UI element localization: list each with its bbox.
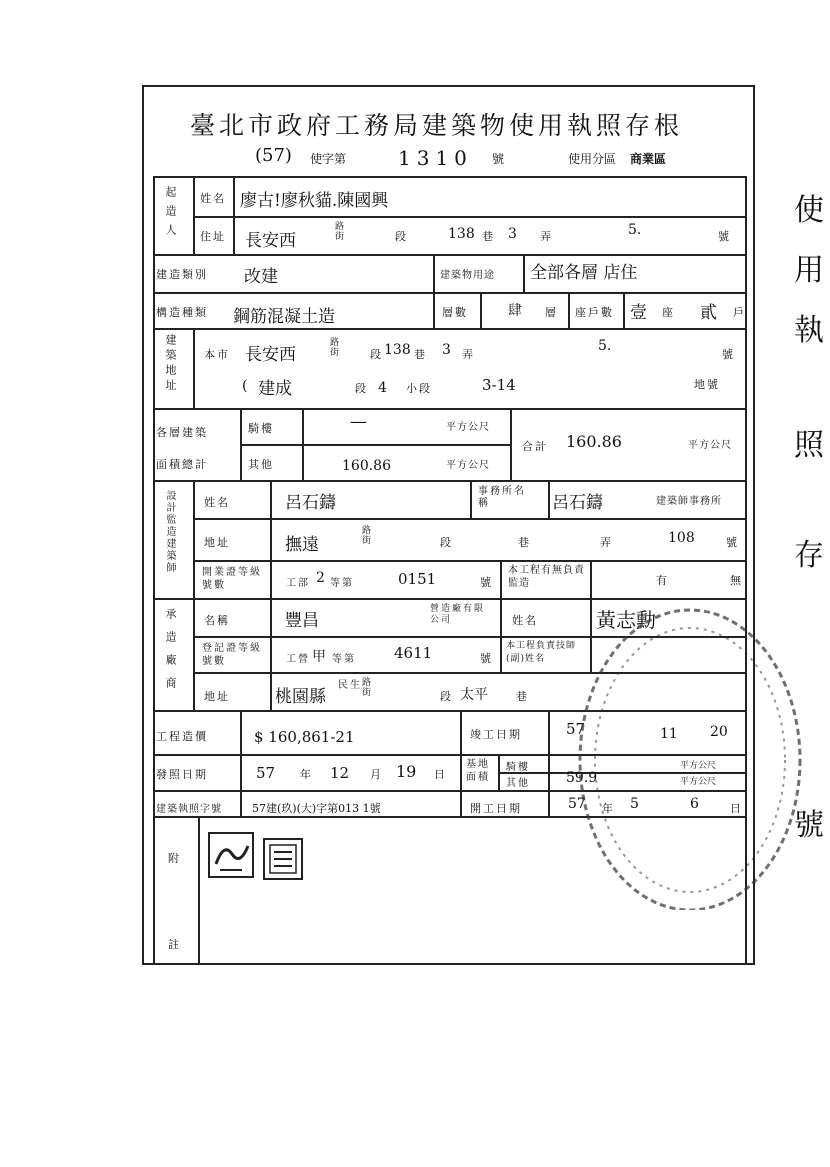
designer-label: 設計監造建築師 <box>164 490 175 574</box>
designer-number-unit: 號 <box>726 536 739 549</box>
units-seats: 壹 <box>630 303 647 323</box>
complete-day: 20 <box>710 724 728 740</box>
year-number: (57) <box>255 145 292 166</box>
designer-addr-label: 地址 <box>204 536 230 549</box>
other-value: 160.86 <box>342 458 391 474</box>
start-label: 開工日期 <box>470 802 522 815</box>
contractor-label: 承造廠商 <box>164 608 177 700</box>
base-arcade-unit: 平方公尺 <box>680 761 717 771</box>
applicant-road: 長安西 <box>245 231 296 251</box>
complete-year: 57 <box>566 720 586 738</box>
cost-label: 工程造價 <box>156 730 208 743</box>
license-suffix: 號 <box>480 576 493 589</box>
complete-label: 竣工日期 <box>470 728 522 741</box>
applicant-lane: 138 <box>448 226 475 242</box>
start-month: 5 <box>630 796 639 812</box>
issue-month: 12 <box>330 764 350 782</box>
license-mid: 等第 <box>330 578 354 589</box>
lot-unit: 地號 <box>694 378 720 391</box>
supervise-other: 無 <box>730 574 743 587</box>
site-label: 建築地址 <box>164 334 177 394</box>
building-type-value: 改建 <box>244 267 278 287</box>
contractor-addr-label: 地址 <box>204 690 230 703</box>
site-road-unit: 路街 <box>330 338 342 358</box>
rep-label: 姓名 <box>512 614 538 627</box>
site-section-no: 4 <box>378 380 387 396</box>
margin-stamp-char: 照 <box>794 428 824 463</box>
designer-alley-unit: 弄 <box>600 536 613 549</box>
total-label: 合計 <box>522 440 548 453</box>
license-number: 0151 <box>398 570 437 588</box>
road-unit: 路街 <box>335 222 347 242</box>
office-suffix: 建築師事務所 <box>656 496 722 507</box>
official-seal <box>560 580 810 910</box>
designer-name-label: 姓名 <box>204 496 230 509</box>
site-alley: 3 <box>442 342 451 358</box>
applicant-label: 起造人 <box>164 186 177 243</box>
floors-label: 層數 <box>442 306 468 319</box>
zone-label: 使用分區 <box>568 152 617 166</box>
margin-stamp-char: 用 <box>794 253 824 288</box>
start-day: 6 <box>690 796 699 812</box>
permit-prefix: 使字第 <box>310 152 347 166</box>
units-label: 座戶數 <box>575 306 614 319</box>
alley-unit: 弄 <box>540 230 553 243</box>
cost-value: $ 160,861-21 <box>254 728 355 746</box>
applicant-alley: 3 <box>508 226 517 242</box>
floors-value: 肆 <box>508 303 522 319</box>
start-day-unit: 日 <box>730 802 743 815</box>
permit-suffix: 號 <box>492 152 505 166</box>
seat-unit: 座 <box>662 306 675 319</box>
margin-stamp-char: 存 <box>794 538 824 573</box>
notes-label-bottom: 註 <box>168 938 181 951</box>
contractor-lane-unit: 巷 <box>516 690 529 703</box>
total-value: 160.86 <box>566 432 622 451</box>
site-road: 長安西 <box>245 345 296 365</box>
contractor-name-suffix: 營造廠有限公司 <box>430 604 486 625</box>
arcade-unit: 平方公尺 <box>446 422 490 433</box>
license-label: 開業證等級號數 <box>202 567 262 591</box>
contractor-addr: 桃園縣 <box>275 687 326 707</box>
designer-number: 108 <box>668 530 695 546</box>
permit-value: 57建(玖)(大)字第013 1號 <box>252 802 381 815</box>
total-unit: 平方公尺 <box>688 440 732 451</box>
number-unit: 號 <box>718 230 731 243</box>
site-city: 本市 <box>204 348 230 361</box>
designer-name: 呂石鑄 <box>285 493 336 513</box>
margin-stamp-char: 號 <box>794 808 824 843</box>
site-district: 建成 <box>258 379 292 399</box>
applicant-name: 廖古!廖秋貓.陳國興 <box>240 191 389 211</box>
reg-number: 4611 <box>394 644 433 662</box>
issue-day: 19 <box>396 762 417 781</box>
issue-label: 發照日期 <box>156 768 208 781</box>
contractor-lane: 太平 <box>460 687 488 703</box>
designer-section-unit: 段 <box>440 536 453 549</box>
site-alley-unit: 弄 <box>462 348 475 361</box>
margin-stamp-char: 使 <box>794 193 824 228</box>
tech-label: 本工程負責技師(副)姓名 <box>506 641 577 664</box>
designer-lane-unit: 巷 <box>518 536 531 549</box>
site-lane: 138 <box>384 342 411 358</box>
household-unit: 戶 <box>733 306 746 319</box>
base-other-unit: 平方公尺 <box>680 777 717 787</box>
supervise-label: 本工程有無負責監造 <box>508 565 585 589</box>
designer-road-unit: 路街 <box>362 526 374 546</box>
base-other-value: 59.9 <box>566 770 598 786</box>
subsection-unit: 小段 <box>406 382 432 395</box>
issue-year-unit: 年 <box>300 768 313 781</box>
structure-value: 鋼筋混凝土造 <box>233 307 335 327</box>
margin-stamp-char: 執 <box>794 313 824 348</box>
use-value: 全部各層 店住 <box>530 263 638 283</box>
license-prefix: 工部 <box>286 578 310 589</box>
rep-name: 黃志勳 <box>596 608 656 632</box>
site-lot: 3-14 <box>482 376 516 394</box>
registration-label: 登記證等級號數 <box>202 643 262 667</box>
reg-mid: 等第 <box>332 654 356 665</box>
office-value: 呂石鑄 <box>552 493 603 513</box>
address-label: 住址 <box>200 230 226 243</box>
arcade-value: — <box>350 412 367 432</box>
units-households: 貳 <box>700 303 717 323</box>
area-label-top: 各層建築 <box>156 426 208 439</box>
district-unit: 段 <box>355 382 368 395</box>
start-year-unit: 年 <box>602 802 615 815</box>
contractor-name: 豐昌 <box>285 611 319 631</box>
use-label: 建築物用途 <box>440 270 495 281</box>
reg-class: 甲 <box>312 649 326 665</box>
area-label-bottom: 面積總計 <box>156 458 208 471</box>
license-class: 2 <box>316 570 325 586</box>
issue-day-unit: 日 <box>434 768 447 781</box>
office-label: 事務所名稱 <box>478 486 526 509</box>
reg-prefix: 工營 <box>286 654 310 665</box>
document-title: 臺北市政府工務局建築物使用執照存根 <box>190 111 684 140</box>
issue-month-unit: 月 <box>370 768 383 781</box>
base-label: 基地面積 <box>466 759 490 783</box>
contractor-name-label: 名稱 <box>204 614 230 627</box>
site-section-unit: 段 <box>370 348 383 361</box>
notes-label-top: 附 <box>168 852 181 865</box>
paren-open: ( <box>242 378 250 394</box>
structure-label: 構造種類 <box>156 306 208 319</box>
seal-stamp <box>208 832 254 878</box>
contractor-road-unit: 路街 <box>362 678 374 698</box>
start-year: 57 <box>568 796 586 812</box>
permit-label: 建築執照字號 <box>156 804 222 815</box>
designer-road: 撫遠 <box>285 535 319 555</box>
arcade-label: 騎樓 <box>248 422 274 435</box>
floors-unit: 層 <box>545 306 558 319</box>
other-label: 其他 <box>248 458 274 471</box>
complete-month: 11 <box>660 726 678 742</box>
site-lane-unit: 巷 <box>414 348 427 361</box>
applicant-number: 5. <box>628 222 642 238</box>
reg-suffix: 號 <box>480 652 493 665</box>
permit-number: 1310 <box>398 146 473 170</box>
contractor-addr-road: 民生 <box>338 680 362 691</box>
building-type-label: 建造類別 <box>156 268 208 281</box>
name-label: 姓名 <box>200 192 226 205</box>
contractor-section-unit: 段 <box>440 690 453 703</box>
seal-stamp <box>263 838 303 880</box>
zone-value: 商業區 <box>630 152 667 166</box>
base-arcade-label: 騎樓 <box>506 762 530 773</box>
issue-year: 57 <box>256 764 276 782</box>
supervise-value: 有 <box>656 574 669 587</box>
other-unit: 平方公尺 <box>446 460 490 471</box>
site-number-unit: 號 <box>722 348 735 361</box>
section-unit: 段 <box>395 230 408 243</box>
lane-unit: 巷 <box>482 230 495 243</box>
base-other-label: 其他 <box>506 778 530 789</box>
site-number: 5. <box>598 338 612 354</box>
